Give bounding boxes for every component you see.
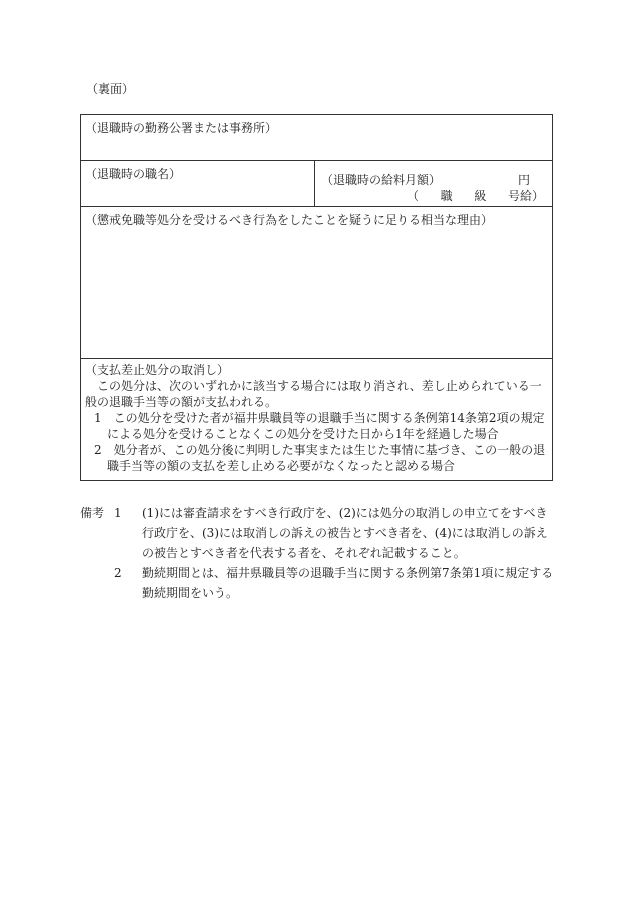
notes-section [80,503,558,603]
note-1-text: (1)には審査請求をすべき行政庁を、(2)には処分の取消しの申立てをすべき行政庁を、(3)には取消しの訴えの被告とすべき者を、(4)には取消しの訴えの被告とすべき者を代表する者を、それぞれ記載すること。 [142,506,548,560]
grade-line [407,187,544,204]
grade-open-paren: （ [407,189,420,203]
grade-gokyu: 号給） [507,189,544,203]
salary-label: （退職時の給料月額） [321,173,442,187]
note-1-num: 1 [114,506,122,520]
note-2-text: 勤続期間とは、福井県職員等の退職手当に関する条例第7条第1項に規定する勤続期間をいう。 [142,566,554,600]
position-salary-row [81,161,552,207]
workplace-label: （退職時の勤務公署または事務所） [85,121,278,135]
note-item-1 [80,503,558,563]
cancellation-item-1-num: 1 [94,411,102,425]
cancellation-intro: この処分は、次のいずれかに該当する場合には取り消され、差し止められている一般の退職手当等の額が支払われる。 [85,379,542,409]
reason-row [81,207,552,359]
cancellation-item-1 [85,410,546,442]
page-heading: （裏面） [86,82,135,96]
disposition-form-table [80,114,553,481]
cancellation-row [81,359,552,482]
reason-label: （懲戒免職等処分を受けるべき行為をしたことを疑うに足りる相当な理由） [85,213,494,227]
grade-kyu: 級 [474,189,487,203]
cancellation-item-2-num: 2 [94,443,102,457]
cancellation-item-2 [85,442,546,474]
cell-divider [314,161,315,206]
salary-unit: 円 [517,173,530,187]
note-item-2 [80,563,558,603]
cancellation-item-1-text: この処分を受けた者が福井県職員等の退職手当に関する条例第14条第2項の規定による処分を受けることなくこの処分を受けた日から1年を経過した場合 [107,411,545,441]
grade-shoku: 職 [440,189,453,203]
cancellation-item-2-text: 処分者が、この処分後に判明した事実または生じた事情に基づき、この一般の退職手当等の額の支払を差し止める必要がなくなったと認める場合 [107,443,546,473]
cancellation-content [85,362,546,474]
notes-lead: 備考 [80,506,105,520]
position-label: （退職時の職名） [85,167,182,181]
cancellation-title: （支払差止処分の取消し） [85,363,230,377]
note-2-num: 2 [114,566,122,580]
workplace-row [81,115,552,161]
